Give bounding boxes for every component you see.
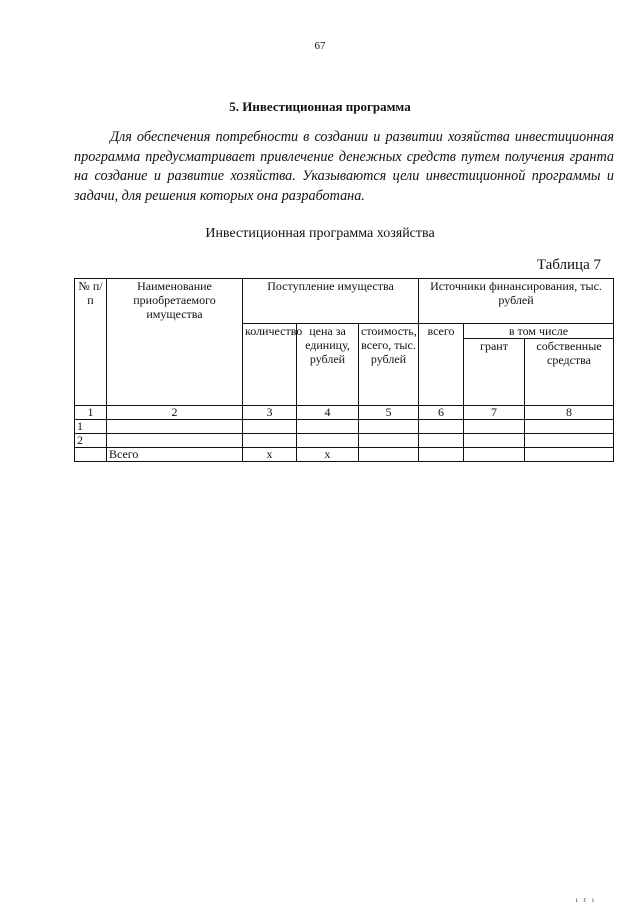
- table-title: Инвестиционная программа хозяйства: [205, 226, 435, 241]
- investment-table: [74, 278, 614, 462]
- column-number: 5: [359, 406, 419, 420]
- row-total: [419, 434, 464, 448]
- row-cost: [359, 434, 419, 448]
- row-total: [419, 420, 464, 434]
- row-num: 1: [75, 420, 107, 434]
- header-cost: стоимость, всего, тыс. рублей: [359, 324, 419, 406]
- header-num: № п/п: [75, 279, 107, 406]
- footer-stamp: ı г ı: [575, 896, 596, 904]
- header-unit-price: цена за единицу, рублей: [297, 324, 359, 406]
- total-quantity: х: [243, 448, 297, 462]
- table-row: [75, 420, 614, 434]
- column-number: 4: [297, 406, 359, 420]
- row-unit-price: [297, 420, 359, 434]
- header-quantity: количество: [243, 324, 297, 406]
- section-title: 5. Инвестиционная программа: [229, 99, 411, 114]
- header-grant: грант: [464, 339, 525, 406]
- total-cost: [359, 448, 419, 462]
- row-grant: [464, 434, 525, 448]
- total-label: Всего: [107, 448, 243, 462]
- column-number: 6: [419, 406, 464, 420]
- column-number: 1: [75, 406, 107, 420]
- row-own-funds: [525, 434, 614, 448]
- header-name: Наименование приобретаемого имущества: [107, 279, 243, 406]
- total-num: [75, 448, 107, 462]
- row-quantity: [243, 434, 297, 448]
- total-unit-price: х: [297, 448, 359, 462]
- total-total: [419, 448, 464, 462]
- header-own-funds: собственные средства: [525, 339, 614, 406]
- table-row: [75, 434, 614, 448]
- row-name: [107, 434, 243, 448]
- row-grant: [464, 420, 525, 434]
- row-cost: [359, 420, 419, 434]
- row-own-funds: [525, 420, 614, 434]
- header-including: в том числе: [464, 324, 614, 339]
- header-sources: Источники финансирования, тыс. рублей: [419, 279, 614, 324]
- header-total: всего: [419, 324, 464, 406]
- header-receipt: Поступление имущества: [243, 279, 419, 324]
- total-row: [75, 448, 614, 462]
- intro-paragraph: Для обеспечения потребности в создании и развитии хозяйства инвестиционная программа предусматривает привлечение денежных средств путем получения гранта на создание и развитие хозяйства. Указываются цели инвестиционной программы и задачи, для решения которых она разработана.: [74, 129, 614, 204]
- total-grant: [464, 448, 525, 462]
- total-own-funds: [525, 448, 614, 462]
- row-num: 2: [75, 434, 107, 448]
- column-number: 2: [107, 406, 243, 420]
- row-name: [107, 420, 243, 434]
- row-quantity: [243, 420, 297, 434]
- column-number: 8: [525, 406, 614, 420]
- row-unit-price: [297, 434, 359, 448]
- table-label: Таблица 7: [536, 257, 601, 273]
- page-number: 67: [314, 40, 326, 52]
- column-number: 3: [243, 406, 297, 420]
- column-number: 7: [464, 406, 525, 420]
